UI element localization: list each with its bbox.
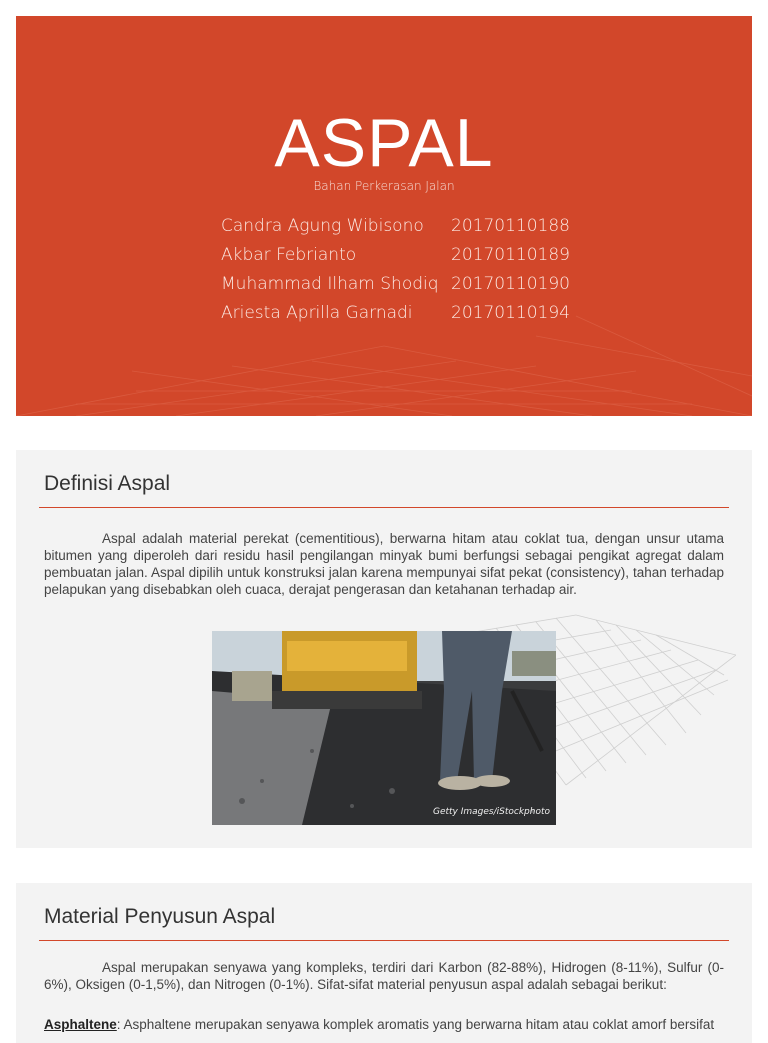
asphalt-paving-photo [212,631,556,825]
slide-material [16,883,752,1043]
author-nim: 20170110194 [451,303,570,323]
author-name: Candra Agung Wibisono [221,216,424,236]
definition-text: Aspal adalah material perekat (cementitious), berwarna hitam atau coklat tua, dengan unsur utama bitumen yang diperoleh dari residu hasil pengilangan minyak bumi berfungsi sebagai pengikat agregat dalam pembuatan jalan. Aspal dipilih untuk konstruksi jalan karena mempunyai sifat pekat (consistency), tahan terhadap pelapukan yang disebabkan oleh cuaca, derajat pengerasan dan ketahanan terhadap air. [44,531,724,597]
author-row [221,245,570,274]
slide-definisi [16,450,752,848]
author-nim: 20170110189 [451,245,570,265]
term-asphaltene: Asphaltene [44,1017,117,1032]
author-nim: 20170110188 [451,216,570,236]
presentation-title: ASPAL [274,105,494,181]
slide-heading: Material Penyusun Aspal [44,905,276,928]
author-nim: 20170110190 [451,274,570,294]
material-text: Aspal merupakan senyawa yang kompleks, terdiri dari Karbon (82-88%), Hidrogen (8-11%), Sulfur (0-6%), Oksigen (0-1,5%), dan Nitrogen (0-1%). Sifat-sifat material penyusun aspal adalah sebagai berikut: [44,960,724,992]
author-row [221,274,570,303]
author-row [221,303,570,332]
definition-paragraph [44,530,724,598]
presentation-subtitle: Bahan Perkerasan Jalan [313,179,455,193]
title-slide [16,16,752,416]
asphalt-paving-illustration [212,631,556,825]
asphaltene-text: : Asphaltene merupakan senyawa komplek aromatis yang berwarna hitam atau coklat amorf bersifat [116,1017,715,1032]
material-paragraph [44,959,724,993]
author-name: Ariesta Aprilla Garnadi [221,303,413,323]
heading-divider [39,940,729,941]
author-list [221,216,570,332]
photo-credit: Getty Images/iStockphoto [432,807,550,817]
slide-heading: Definisi Aspal [44,472,171,495]
author-row [221,216,570,245]
author-name: Muhammad Ilham Shodiq [221,274,439,294]
heading-divider [39,507,729,508]
asphaltene-paragraph [44,1016,724,1033]
author-name: Akbar Febrianto [221,245,357,265]
